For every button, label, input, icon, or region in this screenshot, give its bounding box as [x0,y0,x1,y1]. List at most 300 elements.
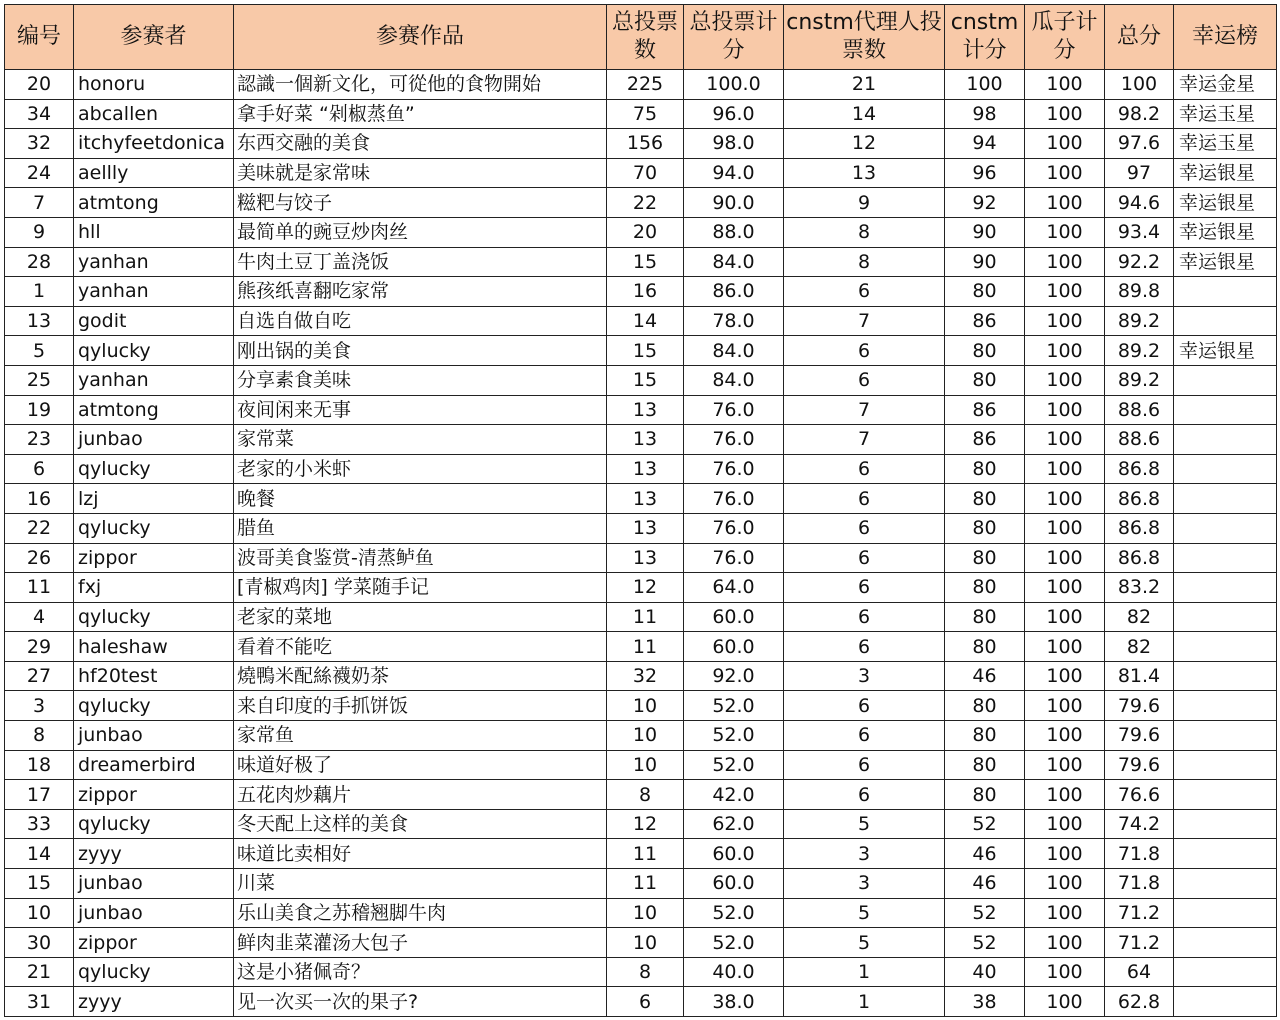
cell-total-score: 89.2 [1105,306,1174,336]
cell-proxy-votes: 6 [784,721,945,751]
cell-participant: junbao [74,898,234,928]
cell-guazi-score: 100 [1025,780,1105,810]
cell-participant: aellly [74,158,234,188]
cell-proxy-votes: 7 [784,395,945,425]
cell-total-votes: 225 [607,70,684,100]
cell-entry: 分享素食美味 [234,365,607,395]
cell-lucky: 幸运玉星 [1174,99,1277,129]
cell-id: 6 [5,454,74,484]
cell-guazi-score: 100 [1025,188,1105,218]
cell-guazi-score: 100 [1025,336,1105,366]
table-row [5,365,1277,395]
cell-total-votes: 6 [607,987,684,1017]
cell-id: 14 [5,839,74,869]
cell-cnstm-score: 80 [945,513,1025,543]
cell-guazi-score: 100 [1025,425,1105,455]
cell-proxy-votes: 6 [784,750,945,780]
table-row [5,839,1277,869]
cell-vote-score: 52.0 [684,898,784,928]
cell-vote-score: 76.0 [684,484,784,514]
cell-total-votes: 20 [607,217,684,247]
cell-proxy-votes: 8 [784,217,945,247]
table-row [5,99,1277,129]
cell-total-votes: 10 [607,750,684,780]
cell-proxy-votes: 12 [784,129,945,159]
cell-total-votes: 13 [607,484,684,514]
cell-total-score: 71.8 [1105,839,1174,869]
cell-total-votes: 8 [607,957,684,987]
table-row [5,158,1277,188]
cell-proxy-votes: 6 [784,454,945,484]
header-proxy-votes: cnstm代理人投票数 [784,5,945,70]
cell-lucky: 幸运玉星 [1174,129,1277,159]
cell-cnstm-score: 80 [945,543,1025,573]
cell-guazi-score: 100 [1025,839,1105,869]
cell-participant: qylucky [74,602,234,632]
cell-total-votes: 13 [607,454,684,484]
cell-cnstm-score: 80 [945,632,1025,662]
cell-total-score: 62.8 [1105,987,1174,1017]
cell-cnstm-score: 90 [945,217,1025,247]
cell-participant: qylucky [74,454,234,484]
cell-total-votes: 12 [607,809,684,839]
cell-vote-score: 88.0 [684,217,784,247]
table-row [5,454,1277,484]
cell-proxy-votes: 7 [784,425,945,455]
cell-total-votes: 11 [607,632,684,662]
cell-id: 17 [5,780,74,810]
cell-id: 16 [5,484,74,514]
cell-participant: atmtong [74,188,234,218]
cell-total-score: 92.2 [1105,247,1174,277]
cell-participant: godit [74,306,234,336]
cell-proxy-votes: 6 [784,484,945,514]
cell-entry: 牛肉土豆丁盖浇饭 [234,247,607,277]
cell-guazi-score: 100 [1025,632,1105,662]
table-row [5,602,1277,632]
cell-guazi-score: 100 [1025,99,1105,129]
cell-proxy-votes: 3 [784,839,945,869]
cell-total-score: 71.8 [1105,869,1174,899]
cell-entry: 鲜肉韭菜灌汤大包子 [234,928,607,958]
cell-proxy-votes: 6 [784,365,945,395]
cell-proxy-votes: 6 [784,691,945,721]
cell-participant: hf20test [74,661,234,691]
cell-guazi-score: 100 [1025,661,1105,691]
cell-guazi-score: 100 [1025,869,1105,899]
cell-cnstm-score: 86 [945,395,1025,425]
cell-proxy-votes: 6 [784,573,945,603]
cell-guazi-score: 100 [1025,721,1105,751]
cell-total-votes: 11 [607,869,684,899]
header-total-score: 总分 [1105,5,1174,70]
cell-entry: 自选自做自吃 [234,306,607,336]
cell-id: 22 [5,513,74,543]
cell-id: 30 [5,928,74,958]
header-participant: 参赛者 [74,5,234,70]
cell-guazi-score: 100 [1025,247,1105,277]
cell-vote-score: 84.0 [684,365,784,395]
cell-lucky [1174,573,1277,603]
cell-lucky [1174,277,1277,307]
cell-lucky: 幸运银星 [1174,158,1277,188]
table-body [5,70,1277,1017]
cell-vote-score: 76.0 [684,395,784,425]
cell-total-score: 93.4 [1105,217,1174,247]
cell-cnstm-score: 46 [945,661,1025,691]
cell-total-score: 71.2 [1105,928,1174,958]
cell-cnstm-score: 80 [945,750,1025,780]
cell-participant: haleshaw [74,632,234,662]
cell-entry: 腊鱼 [234,513,607,543]
cell-total-votes: 70 [607,158,684,188]
cell-id: 26 [5,543,74,573]
cell-id: 23 [5,425,74,455]
cell-participant: yanhan [74,365,234,395]
cell-cnstm-score: 96 [945,158,1025,188]
cell-id: 33 [5,809,74,839]
cell-guazi-score: 100 [1025,543,1105,573]
cell-total-votes: 16 [607,277,684,307]
cell-entry: 老家的菜地 [234,602,607,632]
cell-entry: [青椒鸡肉] 学菜随手记 [234,573,607,603]
cell-cnstm-score: 52 [945,809,1025,839]
cell-lucky [1174,306,1277,336]
cell-id: 8 [5,721,74,751]
cell-guazi-score: 100 [1025,70,1105,100]
cell-participant: yanhan [74,277,234,307]
cell-lucky [1174,513,1277,543]
cell-proxy-votes: 3 [784,869,945,899]
table-row [5,188,1277,218]
cell-participant: junbao [74,869,234,899]
cell-id: 4 [5,602,74,632]
table-row [5,543,1277,573]
cell-total-votes: 13 [607,395,684,425]
cell-total-score: 74.2 [1105,809,1174,839]
table-header [5,5,1277,70]
table-row [5,425,1277,455]
cell-vote-score: 76.0 [684,513,784,543]
cell-total-score: 82 [1105,602,1174,632]
cell-participant: junbao [74,721,234,751]
table-row [5,750,1277,780]
cell-participant: abcallen [74,99,234,129]
cell-participant: hll [74,217,234,247]
cell-total-score: 64 [1105,957,1174,987]
cell-total-score: 81.4 [1105,661,1174,691]
cell-cnstm-score: 94 [945,129,1025,159]
cell-total-votes: 156 [607,129,684,159]
cell-total-score: 82 [1105,632,1174,662]
header-cnstm-score: cnstm计分 [945,5,1025,70]
cell-total-votes: 10 [607,928,684,958]
cell-total-votes: 10 [607,898,684,928]
cell-id: 20 [5,70,74,100]
table-row [5,780,1277,810]
cell-lucky [1174,602,1277,632]
cell-id: 32 [5,129,74,159]
cell-total-score: 100 [1105,70,1174,100]
cell-participant: fxj [74,573,234,603]
cell-vote-score: 98.0 [684,129,784,159]
cell-vote-score: 76.0 [684,543,784,573]
cell-guazi-score: 100 [1025,365,1105,395]
cell-guazi-score: 100 [1025,454,1105,484]
cell-entry: 东西交融的美食 [234,129,607,159]
cell-cnstm-score: 98 [945,99,1025,129]
cell-guazi-score: 100 [1025,898,1105,928]
cell-entry: 家常鱼 [234,721,607,751]
cell-entry: 美味就是家常味 [234,158,607,188]
cell-cnstm-score: 80 [945,484,1025,514]
cell-total-votes: 15 [607,336,684,366]
header-vote-score: 总投票计分 [684,5,784,70]
table-row [5,898,1277,928]
cell-entry: 家常菜 [234,425,607,455]
cell-id: 5 [5,336,74,366]
cell-participant: zippor [74,780,234,810]
cell-lucky: 幸运银星 [1174,217,1277,247]
cell-total-score: 86.8 [1105,484,1174,514]
cell-vote-score: 84.0 [684,247,784,277]
cell-total-score: 79.6 [1105,721,1174,751]
cell-total-votes: 15 [607,247,684,277]
cell-participant: yanhan [74,247,234,277]
cell-total-score: 71.2 [1105,898,1174,928]
table-row [5,661,1277,691]
header-guazi-score: 瓜子计分 [1025,5,1105,70]
cell-participant: zippor [74,928,234,958]
table-row [5,721,1277,751]
cell-id: 34 [5,99,74,129]
cell-total-score: 79.6 [1105,750,1174,780]
cell-vote-score: 76.0 [684,425,784,455]
cell-cnstm-score: 90 [945,247,1025,277]
table-row [5,957,1277,987]
cell-total-score: 94.6 [1105,188,1174,218]
cell-total-score: 83.2 [1105,573,1174,603]
cell-lucky [1174,987,1277,1017]
cell-id: 31 [5,987,74,1017]
table-row [5,336,1277,366]
table-row [5,513,1277,543]
cell-entry: 五花肉炒藕片 [234,780,607,810]
cell-proxy-votes: 6 [784,277,945,307]
table-row [5,306,1277,336]
cell-lucky [1174,365,1277,395]
cell-vote-score: 76.0 [684,454,784,484]
cell-participant: qylucky [74,336,234,366]
cell-guazi-score: 100 [1025,484,1105,514]
cell-lucky [1174,750,1277,780]
cell-vote-score: 52.0 [684,928,784,958]
cell-cnstm-score: 80 [945,691,1025,721]
cell-vote-score: 86.0 [684,277,784,307]
results-table [4,4,1277,1017]
cell-vote-score: 62.0 [684,809,784,839]
cell-participant: lzj [74,484,234,514]
cell-lucky [1174,661,1277,691]
cell-total-score: 76.6 [1105,780,1174,810]
cell-lucky [1174,395,1277,425]
cell-vote-score: 52.0 [684,750,784,780]
cell-entry: 夜间闲来无事 [234,395,607,425]
cell-total-votes: 10 [607,691,684,721]
cell-vote-score: 60.0 [684,839,784,869]
cell-lucky [1174,898,1277,928]
table-row [5,928,1277,958]
cell-vote-score: 90.0 [684,188,784,218]
table-row [5,691,1277,721]
cell-id: 24 [5,158,74,188]
header-id: 编号 [5,5,74,70]
cell-guazi-score: 100 [1025,513,1105,543]
cell-participant: zyyy [74,839,234,869]
cell-participant: atmtong [74,395,234,425]
table-row [5,395,1277,425]
cell-lucky [1174,632,1277,662]
cell-lucky: 幸运银星 [1174,336,1277,366]
cell-cnstm-score: 92 [945,188,1025,218]
cell-guazi-score: 100 [1025,129,1105,159]
cell-vote-score: 60.0 [684,869,784,899]
cell-total-votes: 75 [607,99,684,129]
cell-cnstm-score: 80 [945,454,1025,484]
cell-total-score: 86.8 [1105,454,1174,484]
cell-entry: 拿手好菜 “剁椒蒸鱼” [234,99,607,129]
cell-cnstm-score: 80 [945,602,1025,632]
cell-entry: 味道比卖相好 [234,839,607,869]
cell-lucky [1174,691,1277,721]
header-row [5,5,1277,70]
cell-entry: 看着不能吃 [234,632,607,662]
cell-entry: 见一次买一次的果子? [234,987,607,1017]
table-row [5,632,1277,662]
cell-id: 10 [5,898,74,928]
cell-proxy-votes: 3 [784,661,945,691]
cell-cnstm-score: 100 [945,70,1025,100]
cell-proxy-votes: 1 [784,957,945,987]
table-row [5,573,1277,603]
cell-participant: junbao [74,425,234,455]
cell-vote-score: 92.0 [684,661,784,691]
cell-total-score: 88.6 [1105,395,1174,425]
cell-proxy-votes: 6 [784,543,945,573]
cell-guazi-score: 100 [1025,691,1105,721]
cell-cnstm-score: 40 [945,957,1025,987]
cell-cnstm-score: 80 [945,277,1025,307]
cell-guazi-score: 100 [1025,809,1105,839]
cell-total-score: 86.8 [1105,543,1174,573]
cell-total-votes: 10 [607,721,684,751]
cell-entry: 刚出锅的美食 [234,336,607,366]
cell-participant: qylucky [74,809,234,839]
cell-proxy-votes: 13 [784,158,945,188]
cell-lucky [1174,928,1277,958]
header-lucky: 幸运榜 [1174,5,1277,70]
cell-lucky: 幸运银星 [1174,247,1277,277]
cell-proxy-votes: 5 [784,809,945,839]
cell-lucky [1174,721,1277,751]
cell-guazi-score: 100 [1025,750,1105,780]
cell-proxy-votes: 21 [784,70,945,100]
cell-id: 11 [5,573,74,603]
cell-vote-score: 100.0 [684,70,784,100]
cell-vote-score: 40.0 [684,957,784,987]
cell-entry: 来自印度的手抓饼饭 [234,691,607,721]
cell-total-votes: 13 [607,513,684,543]
cell-vote-score: 38.0 [684,987,784,1017]
cell-vote-score: 60.0 [684,602,784,632]
cell-proxy-votes: 5 [784,898,945,928]
cell-entry: 燒鴨米配絲襪奶茶 [234,661,607,691]
cell-total-score: 98.2 [1105,99,1174,129]
cell-total-votes: 14 [607,306,684,336]
header-total-votes: 总投票数 [607,5,684,70]
cell-lucky: 幸运银星 [1174,188,1277,218]
cell-entry: 波哥美食鉴赏-清蒸鲈鱼 [234,543,607,573]
cell-lucky [1174,780,1277,810]
cell-total-score: 86.8 [1105,513,1174,543]
cell-entry: 糍粑与饺子 [234,188,607,218]
cell-cnstm-score: 80 [945,780,1025,810]
cell-vote-score: 84.0 [684,336,784,366]
cell-cnstm-score: 46 [945,839,1025,869]
cell-entry: 味道好极了 [234,750,607,780]
cell-vote-score: 52.0 [684,721,784,751]
cell-id: 19 [5,395,74,425]
cell-guazi-score: 100 [1025,277,1105,307]
table-row [5,809,1277,839]
cell-total-votes: 13 [607,425,684,455]
cell-cnstm-score: 86 [945,425,1025,455]
cell-vote-score: 42.0 [684,780,784,810]
cell-guazi-score: 100 [1025,158,1105,188]
cell-entry: 認識一個新文化，可從他的食物開始 [234,70,607,100]
cell-total-score: 88.6 [1105,425,1174,455]
table-row [5,869,1277,899]
cell-lucky [1174,425,1277,455]
cell-lucky [1174,957,1277,987]
cell-participant: qylucky [74,691,234,721]
cell-guazi-score: 100 [1025,306,1105,336]
cell-id: 21 [5,957,74,987]
cell-total-score: 89.8 [1105,277,1174,307]
cell-cnstm-score: 52 [945,928,1025,958]
cell-id: 1 [5,277,74,307]
cell-lucky [1174,809,1277,839]
cell-total-score: 89.2 [1105,365,1174,395]
cell-participant: zippor [74,543,234,573]
cell-vote-score: 78.0 [684,306,784,336]
cell-id: 29 [5,632,74,662]
cell-proxy-votes: 8 [784,247,945,277]
cell-vote-score: 64.0 [684,573,784,603]
cell-entry: 晚餐 [234,484,607,514]
cell-total-votes: 11 [607,602,684,632]
cell-participant: dreamerbird [74,750,234,780]
cell-lucky: 幸运金星 [1174,70,1277,100]
cell-lucky [1174,869,1277,899]
cell-entry: 乐山美食之苏稽翘脚牛肉 [234,898,607,928]
cell-vote-score: 96.0 [684,99,784,129]
cell-vote-score: 60.0 [684,632,784,662]
cell-lucky [1174,484,1277,514]
cell-id: 9 [5,217,74,247]
cell-cnstm-score: 80 [945,365,1025,395]
cell-total-votes: 11 [607,839,684,869]
